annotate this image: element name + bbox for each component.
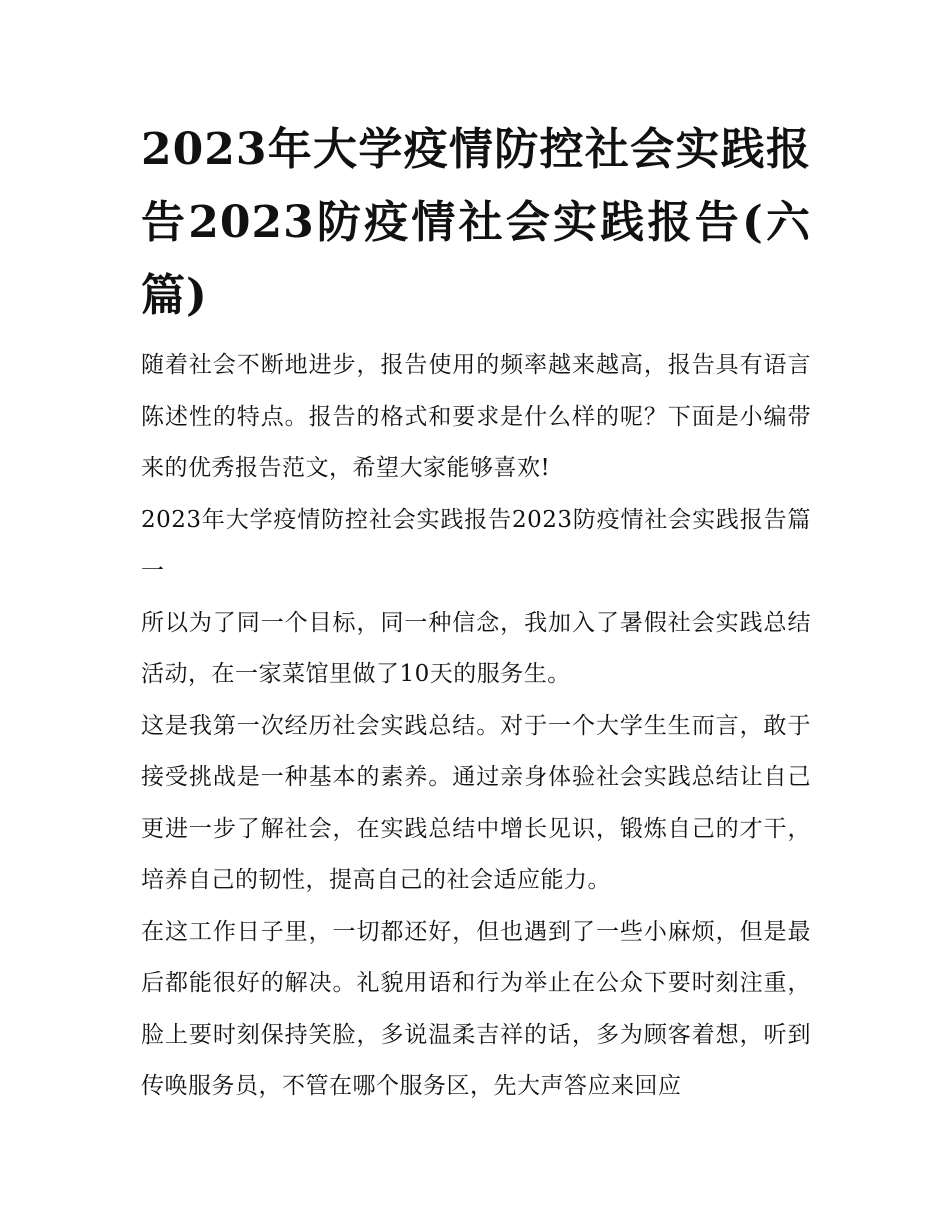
body-paragraph: 所以为了同一个目标，同一种信念，我加入了暑假社会实践总结活动，在一家菜馆里做了10天的服务生。 (141, 609, 811, 687)
body-paragraph: 在这工作日子里，一切都还好，但也遇到了一些小麻烦，但是最后都能很好的解决。礼貌用语和行为举止在公众下要时刻注重，脸上要时刻保持笑脸，多说温柔吉祥的话，多为顾客着想，听到传唤服务员，不管在哪个服务区，先大声答应来回应 (141, 918, 811, 1099)
intro-paragraph: 随着社会不断地进步，报告使用的频率越来越高，报告具有语言陈述性的特点。报告的格式和要求是什么样的呢？下面是小编带来的优秀报告范文，希望大家能够喜欢! (141, 352, 811, 481)
body-paragraph: 这是我第一次经历社会实践总结。对于一个大学生生而言，敢于接受挑战是一种基本的素养。通过亲身体验社会实践总结让自己更进一步了解社会，在实践总结中增长见识，锻炼自己的才干，培养自己的韧性，提高自己的社会适应能力。 (141, 712, 811, 893)
document-title: 2023年大学疫情防控社会实践报告2023防疫情社会实践报告(六篇) (141, 124, 811, 321)
document-page (141, 113, 811, 1113)
section-heading: 2023年大学疫情防控社会实践报告2023防疫情社会实践报告篇一 (141, 506, 811, 584)
